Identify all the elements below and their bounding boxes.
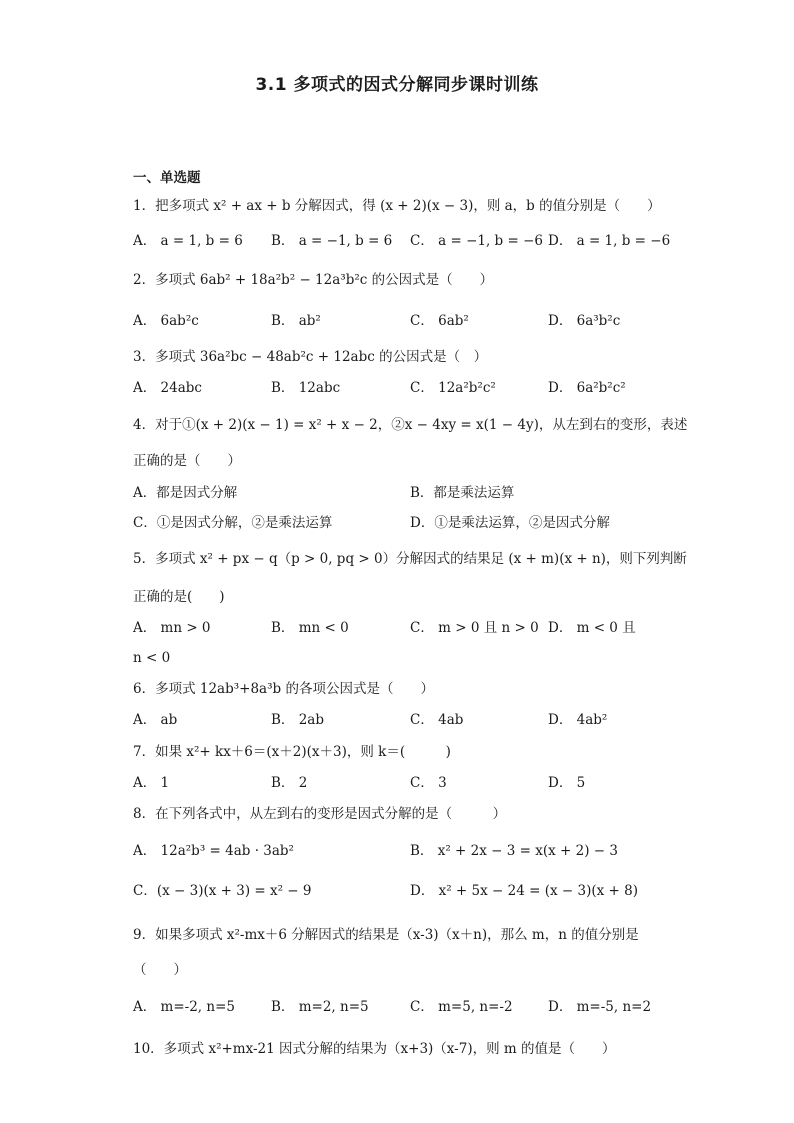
q5-option-a: A． mn > 0: [133, 620, 211, 636]
question-9-stem-line2: （ ）: [133, 962, 187, 978]
q6-option-a: A． ab: [133, 712, 178, 728]
question-3-stem: 3．多项式 36a²bc − 48ab²c + 12abc 的公因式是（ ）: [133, 349, 488, 365]
q5-option-c: C． m > 0 且 n > 0: [410, 620, 539, 636]
q3-option-d: D． 6a²b²c²: [548, 380, 626, 396]
section-heading: 一、单选题: [133, 170, 201, 186]
q1-option-d: D． a = 1, b = −6: [548, 233, 671, 249]
q2-option-b: B． ab²: [271, 313, 321, 329]
q9-option-a: A． m=-2, n=5: [133, 999, 235, 1015]
question-1-stem: 1．把多项式 x² + ax + b 分解因式，得 (x + 2)(x − 3)，则 a，b 的值分别是（ ）: [133, 198, 661, 214]
q8-option-b: B． x² + 2x − 3 = x(x + 2) − 3: [410, 843, 618, 859]
q4-option-a: A．都是因式分解: [133, 485, 238, 501]
question-2-stem: 2．多项式 6ab² + 18a²b² − 12a³b²c 的公因式是（ ）: [133, 272, 494, 288]
q3-option-a: A． 24abc: [133, 380, 202, 396]
q8-option-c: C．(x − 3)(x + 3) = x² − 9: [133, 883, 312, 899]
question-9-stem-line1: 9．如果多项式 x²-mx＋6 分解因式的结果是（x-3)（x＋n)，那么 m，n 的值分别是: [133, 927, 639, 943]
question-6-stem: 6．多项式 12ab³+8a³b 的各项公因式是（ ）: [133, 681, 434, 697]
question-4-stem-line1: 4．对于①(x + 2)(x − 1) = x² + x − 2，②x − 4xy = x(1 − 4y)，从左到右的变形，表述: [133, 417, 688, 433]
question-10-stem: 10．多项式 x²+mx-21 因式分解的结果为（x+3)（x-7)，则 m 的值是（ ）: [133, 1041, 616, 1057]
page-title: 3.1 多项式的因式分解同步课时训练: [255, 75, 539, 95]
question-8-stem: 8．在下列各式中，从左到右的变形是因式分解的是（ ）: [133, 806, 507, 822]
q4-option-d: D．①是乘法运算，②是因式分解: [410, 515, 610, 531]
q5-option-d: D． m < 0 且: [548, 620, 636, 636]
q7-option-d: D． 5: [548, 775, 586, 791]
question-5-stem-line1: 5．多项式 x² + px − q（p > 0, pq > 0）分解因式的结果足 (x + m)(x + n)，则下列判断: [133, 551, 687, 567]
q6-option-c: C． 4ab: [410, 712, 464, 728]
q8-option-d: D． x² + 5x − 24 = (x − 3)(x + 8): [410, 883, 638, 899]
q2-option-a: A． 6ab²c: [133, 313, 199, 329]
q4-option-b: B．都是乘法运算: [410, 485, 515, 501]
question-5-stem-line2: 正确的是( ): [133, 589, 225, 605]
q5-option-d-wrap: n < 0: [133, 650, 171, 666]
q9-option-c: C． m=5, n=-2: [410, 999, 513, 1015]
q7-option-c: C． 3: [410, 775, 447, 791]
q9-option-d: D． m=-5, n=2: [548, 999, 652, 1015]
q4-option-c: C．①是因式分解，②是乘法运算: [133, 515, 333, 531]
q6-option-b: B． 2ab: [271, 712, 324, 728]
q1-option-a: A． a = 1, b = 6: [133, 233, 243, 249]
q9-option-b: B． m=2, n=5: [271, 999, 369, 1015]
q5-option-b: B． mn < 0: [271, 620, 349, 636]
q3-option-c: C． 12a²b²c²: [410, 380, 496, 396]
q7-option-a: A． 1: [133, 775, 170, 791]
q6-option-d: D． 4ab²: [548, 712, 608, 728]
q2-option-d: D． 6a³b²c: [548, 313, 621, 329]
q3-option-b: B． 12abc: [271, 380, 341, 396]
question-7-stem: 7．如果 x²+ kx＋6＝(x＋2)(x＋3)，则 k＝( ): [133, 744, 451, 760]
q8-option-a: A． 12a²b³ = 4ab · 3ab²: [133, 843, 294, 859]
q1-option-c: C． a = −1, b = −6: [410, 233, 543, 249]
q2-option-c: C． 6ab²: [410, 313, 469, 329]
question-4-stem-line2: 正确的是（ ）: [133, 453, 241, 469]
q1-option-b: B． a = −1, b = 6: [271, 233, 393, 249]
q7-option-b: B． 2: [271, 775, 308, 791]
